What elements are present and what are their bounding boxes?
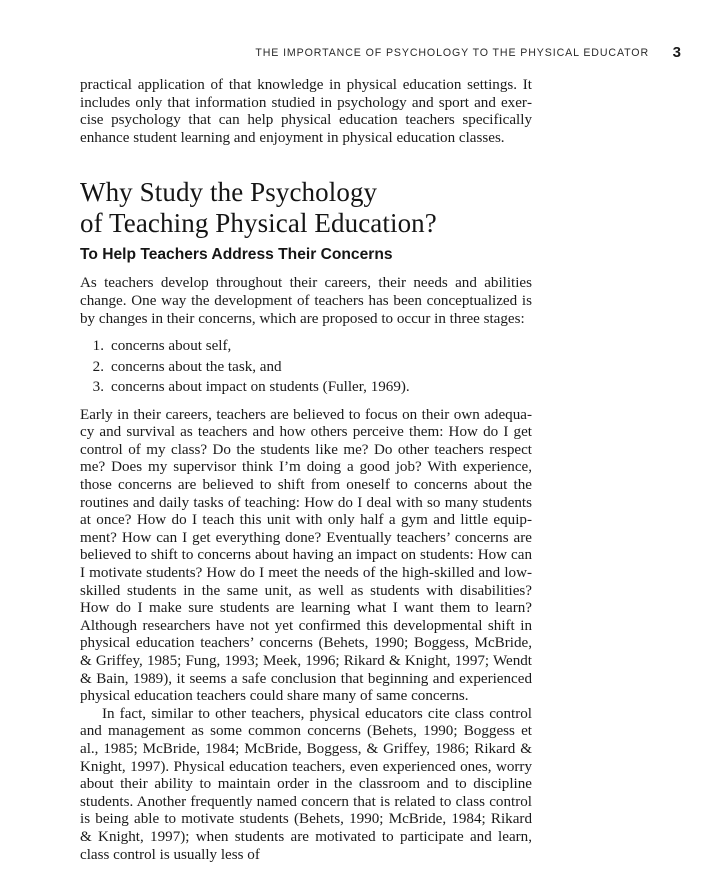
list-item-text: concerns about the task, and: [111, 358, 282, 375]
running-head: [0, 44, 726, 64]
page-number: 3: [672, 44, 681, 61]
text-column: [80, 77, 532, 864]
intro-paragraph: practical application of that knowledge in physical education settings. It includes only that information studied in psychology and sport and exercise psychology that can help physical education teachers specifically enhance student learning and enjoyment in physical education classes.: [80, 77, 532, 146]
list-item: [80, 377, 532, 398]
lead-paragraph: As teachers develop throughout their careers, their needs and abilities change. One way the development of teachers has been conceptualized is by changes in their concerns, which are proposed to occur in three stages:: [80, 275, 532, 327]
body-paragraph-class-control: In fact, similar to other teachers, physical educators cite class control and management as some common concerns (Behets, 1990; Boggess et al., 1985; McBride, 1984; McBride, Boggess, & Griffey, 1986; Rikard & Knight, 1997). Physical education teachers, even experienced ones, worry about their ability to maintain order in the classroom and to discipline students. Another frequently named concern that is related to class control is being able to motivate students (Behets, 1990; McBride, 1984; Rikard & Knight, 1997); when students are motivated to participate and learn, class control is usually less of: [80, 705, 532, 863]
list-item-text: concerns about self,: [111, 338, 232, 355]
list-item-number: 2.: [92, 358, 104, 375]
list-item-text: concerns about impact on students (Fuller, 1969).: [111, 379, 410, 396]
body-paragraph-early-careers: Early in their careers, teachers are believed to focus on their own adequacy and survival as teachers and how others perceive them: How do I get control of my class? Do the students like me? Do other teachers respect me? Does my supervisor think I’m doing a good job? With experience, those concerns are believed to shift from oneself to concerns about the routines and daily tasks of teaching: How do I deal with so many students at once? How do I teach this unit with only half a gym and little equipment? How can I get everything done? Eventually teachers’ concerns are believed to shift to concerns about having an impact on students: How can I motivate students? How do I meet the needs of the high-skilled and low-skilled students in the same unit, as well as students with disabilities? How do I make sure students are learning what I want them to learn? Although researchers have not yet confirmed this developmental shift in physical education teachers’ concerns (Behets, 1990; Boggess, McBride, & Griffey, 1985; Fung, 1993; Meek, 1996; Rikard & Knight, 1997; Wendt & Bain, 1989), it seems a safe conclusion that beginning and experienced physical education teachers could share many of same concerns.: [80, 406, 532, 705]
list-item: [80, 357, 532, 378]
subsection-title: To Help Teachers Address Their Concerns: [80, 246, 393, 264]
section-title: [80, 177, 532, 239]
section-title-line-1: Why Study the Psychology: [80, 177, 378, 208]
list-item: [80, 336, 532, 357]
list-item-number: 1.: [92, 338, 104, 355]
list-item-number: 3.: [92, 379, 104, 396]
running-head-title: THE IMPORTANCE OF PSYCHOLOGY TO THE PHYSICAL EDUCATOR: [255, 47, 649, 59]
concern-stages-list: [80, 336, 532, 398]
section-title-line-2: of Teaching Physical Education?: [80, 208, 437, 239]
